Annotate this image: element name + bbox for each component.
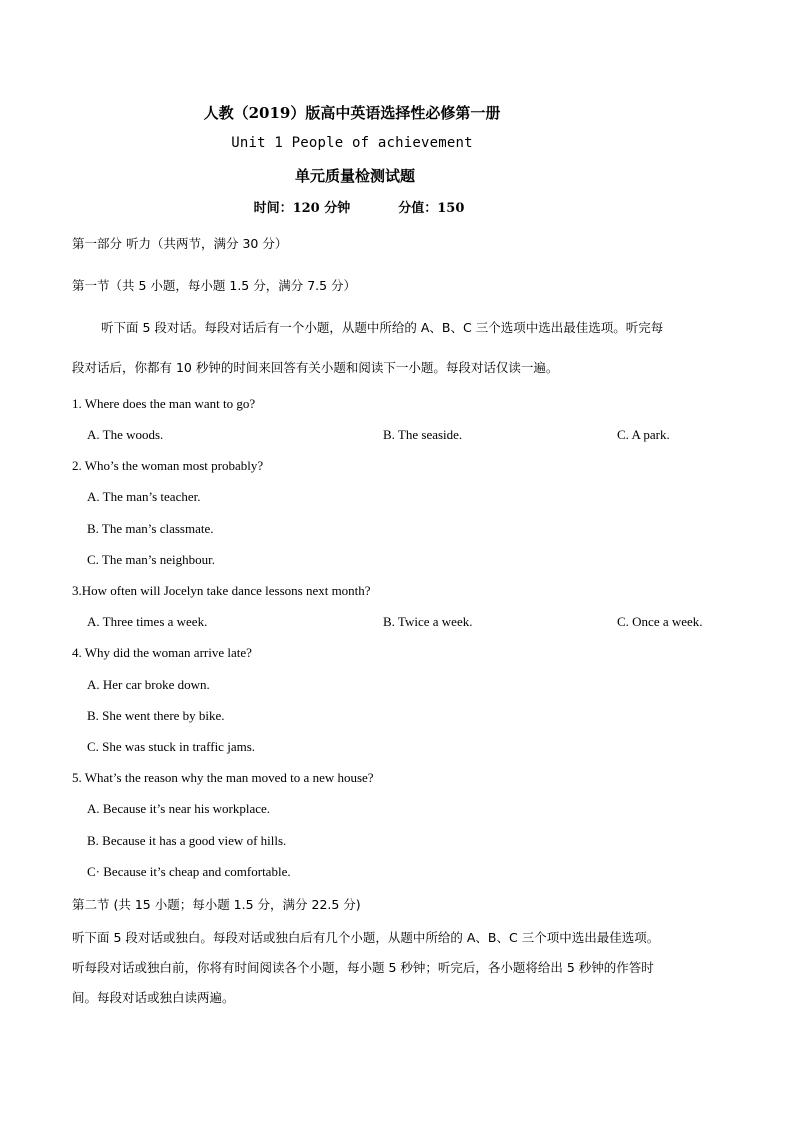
question-3-option-c: C. Once a week. (617, 614, 703, 629)
question-2-option-a: A. The man’s teacher. (87, 489, 201, 504)
question-2-stem: 2. Who’s the woman most probably? (72, 458, 264, 473)
question-4-option-b: B. She went there by bike. (87, 708, 225, 723)
question-1-stem: 1. Where does the man want to go? (72, 396, 256, 411)
document-title: 人教（2019）版高中英语选择性必修第一册 (203, 104, 501, 122)
question-4-stem: 4. Why did the woman arrive late? (72, 645, 252, 660)
question-4-option-a: A. Her car broke down. (87, 677, 210, 692)
question-1-option-a: A. The woods. (87, 427, 164, 442)
instructions-line-1: 听下面 5 段对话。每段对话后有一个小题，从题中所给的 A、B、C 三个选项中选出最佳选项。听完每 (101, 320, 664, 335)
question-1-option-b: B. The seaside. (383, 427, 463, 442)
section2-line-2: 听每段对话或独白前，你将有时间阅读各个小题，每小题 5 秒钟；听完后，各小题将给出 5 秒钟的作答时 (72, 960, 654, 975)
question-1-option-c: C. A park. (617, 427, 670, 442)
unit-title: Unit 1 People of achievement (231, 135, 473, 151)
instructions-line-2: 段对话后，你都有 10 秒钟的时间来回答有关小题和阅读下一小题。每段对话仅读一遍。 (72, 360, 559, 375)
time-score-line (0, 197, 756, 216)
question-5-option-c: C· Because it’s cheap and comfortable. (87, 864, 291, 879)
question-2-option-b: B. The man’s classmate. (87, 521, 214, 536)
section2-heading: 第二节 (共 15 小题；每小题 1.5 分，满分 22.5 分) (72, 897, 361, 912)
score-label: 分值：150 (398, 201, 465, 216)
section1-heading: 第一节（共 5 小题，每小题 1.5 分，满分 7.5 分） (72, 278, 357, 293)
question-5-stem: 5. What’s the reason why the man moved to a new house? (72, 770, 374, 785)
question-2-option-c: C. The man’s neighbour. (87, 552, 215, 567)
test-subtitle: 单元质量检测试题 (294, 167, 415, 185)
question-4-option-c: C. She was stuck in traffic jams. (87, 739, 256, 754)
question-5-option-a: A. Because it’s near his workplace. (87, 801, 271, 816)
time-label: 时间：120 分钟 (253, 201, 351, 216)
question-3-option-b: B. Twice a week. (383, 614, 473, 629)
part1-heading: 第一部分 听力（共两节，满分 30 分） (72, 236, 288, 251)
question-5-option-b: B. Because it has a good view of hills. (87, 833, 287, 848)
section2-line-3: 间。每段对话或独白读两遍。 (72, 990, 235, 1005)
section2-line-1: 听下面 5 段对话或独白。每段对话或独白后有几个小题，从题中所给的 A、B、C 三个项中选出最佳选项。 (72, 930, 660, 945)
question-3-option-a: A. Three times a week. (87, 614, 208, 629)
question-3-stem: 3.How often will Jocelyn take dance lessons next month? (72, 583, 371, 598)
